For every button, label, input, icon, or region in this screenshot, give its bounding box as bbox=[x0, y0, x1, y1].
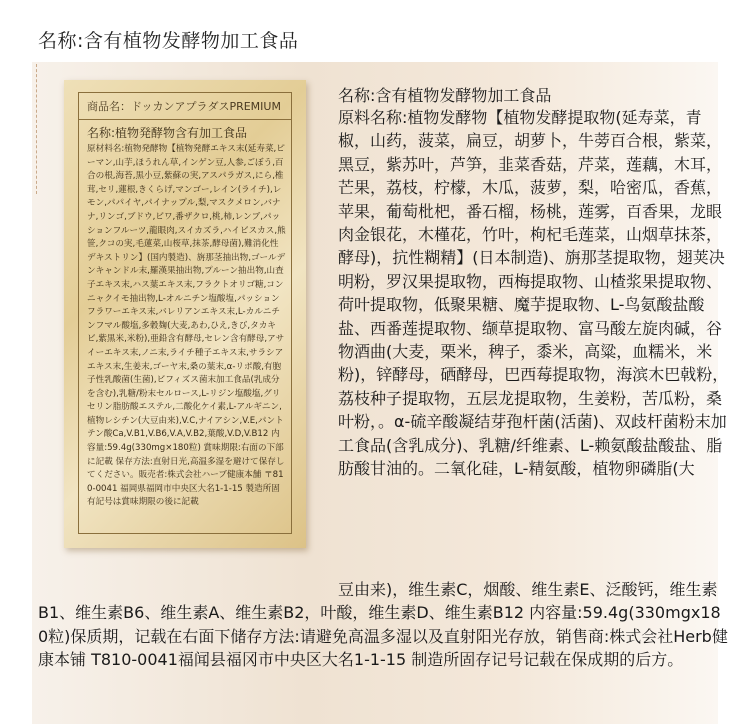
label-panel bbox=[78, 92, 292, 534]
description-tail: 豆由来)，维生素C，烟酸、维生素E、泛酸钙，维生素B1、维生素B6、维生素A、维生素B2，叶酸，维生素D、维生素B12 内容量:59.4g(330mgx180粒)保质期，记载在右面下储存方法:请避免高温多湿以及直射阳光存放，销售商:株式会社Herb健康本铺 T810-0041福闻县福冈市中央区大名1-1-15 制造所固存记号记载在保成期的后方。 bbox=[38, 580, 728, 670]
description-body: 原料名称:植物发酵物【植物发酵提取物(延寿菜，青椒，山药，菠菜，扁豆，胡萝卜，牛蒡百合根，紫菜，黑豆，紫苏叶，芦笋，韭菜香菇，芹菜，莲藕，木耳，芒果，荔枝，柠檬，木瓜，菠萝，梨，哈密瓜，香蕉，苹果，葡萄枇杷，番石榴，杨桃，莲雾，百香果，龙眼肉金银花，木槿花，竹叶，枸杞毛莲菜，山烟草抹茶，酵母)，抗性糊精】(日本制造)、旃那茎提取物，翅荚决明粉，罗汉果提取物，西梅提取物、山楂浆果提取物、荷叶提取物，低聚果糖、魔芋提取物、L-鸟氨酸盐酸盐、西番莲提取物、缬草提取物、富马酸左旋肉碱，谷物酒曲(大麦，栗米，稗子，黍米，高粱，血糯米，米粉)，锌酵母，硒酵母，巴西莓提取物，海滨木巴戟粉，荔枝种子提取物，五层龙提取物，生姜粉，苦瓜粉，桑叶粉，。α-硫辛酸凝结芽孢杆菌(活菌)、双歧杆菌粉末加工食品(含乳成分)、乳糖/纤维素、L-赖氨酸盐酸盐、脂肪酸甘油的。二氧化硅，L-精氨酸，植物卵磷脂(大 bbox=[338, 108, 729, 479]
label-divider bbox=[79, 119, 291, 120]
decorative-dashed-line bbox=[36, 64, 38, 194]
box-ingredients-text: 原材料名:植物発酵物【植物発酵エキス末(延寿菜,ピーマン,山芋,ほうれん草,インゲン豆,人参,ごぼう,百合の根,海苔,黒小豆,紫蘇の実,アスパラガス,にら,椎茸,セリ,蓮根,きくらげ,マンゴー,レイン(ライチ),レモン,パパイヤ,パイナップル,梨,マスクメロン,バナナ,リンゴ,ブドウ,ビワ,番ザクロ,桃,柿,レンブ,パッションフルーツ,龍眼肉,スイカズラ,ハイビスカス,熊笹,クコの実,毛蓮菜,山桜草,抹茶,酵母菌),難消化性デキストリン】(国内製造)、旃那茎抽出物,ゴールデンキャンドル末,羅漢果抽出物,プルーン抽出物,山査子エキス末,ハス葉エキス末,フラクトオリゴ糖,コンニャクイモ抽出物,L-オルニチン塩酸塩,パッションフラワーエキス末,バレリアンエキス末,L-カルニチンフマル酸塩,多穀麹(大麦,あわ,ひえ,きび,タカキビ,紫黒米,米粉),亜鉛含有酵母,セレン含有酵母,アサイーエキス末,ノニ末,ライチ種子エキス末,サラシアエキス末,生姜末,ゴーヤ末,桑の葉末,α-リポ酸,有胞子性乳酸菌(生菌),ビフィズス菌末加工食品(乳成分を含む),乳糖/粉末セルロース,L-リジン塩酸塩,グリセリン脂肪酸エステル,二酸化ケイ素,L-アルギニン,植物レシチン(大豆由来),V.C,ナイアシン,V.E,パントテン酸Ca,V.B1,V.B6,V.A,V.B2,葉酸,V.D,V.B12 内容量:59.4g(330mg×180粒) 賞味期限:右面の下部に記載 保存方法:直射日光,高温多湿を避けて保存してください。販売者:株式会社ハーブ健康本舗 〒810-0041 福岡県福岡市中央区大名1-1-15 製造所固有記号は賞味期限の後に記載 bbox=[87, 144, 286, 508]
description-name: 名称:含有植物发酵物加工食品 bbox=[338, 86, 552, 105]
product-box bbox=[64, 80, 306, 548]
box-product-title: 商品名：ドッカンアプラダスPREMIUM bbox=[87, 100, 281, 113]
box-name-label: 名称:植物発酵物含有加工食品 bbox=[87, 126, 248, 140]
page-heading: 名称:含有植物发酵物加工食品 bbox=[38, 30, 299, 52]
